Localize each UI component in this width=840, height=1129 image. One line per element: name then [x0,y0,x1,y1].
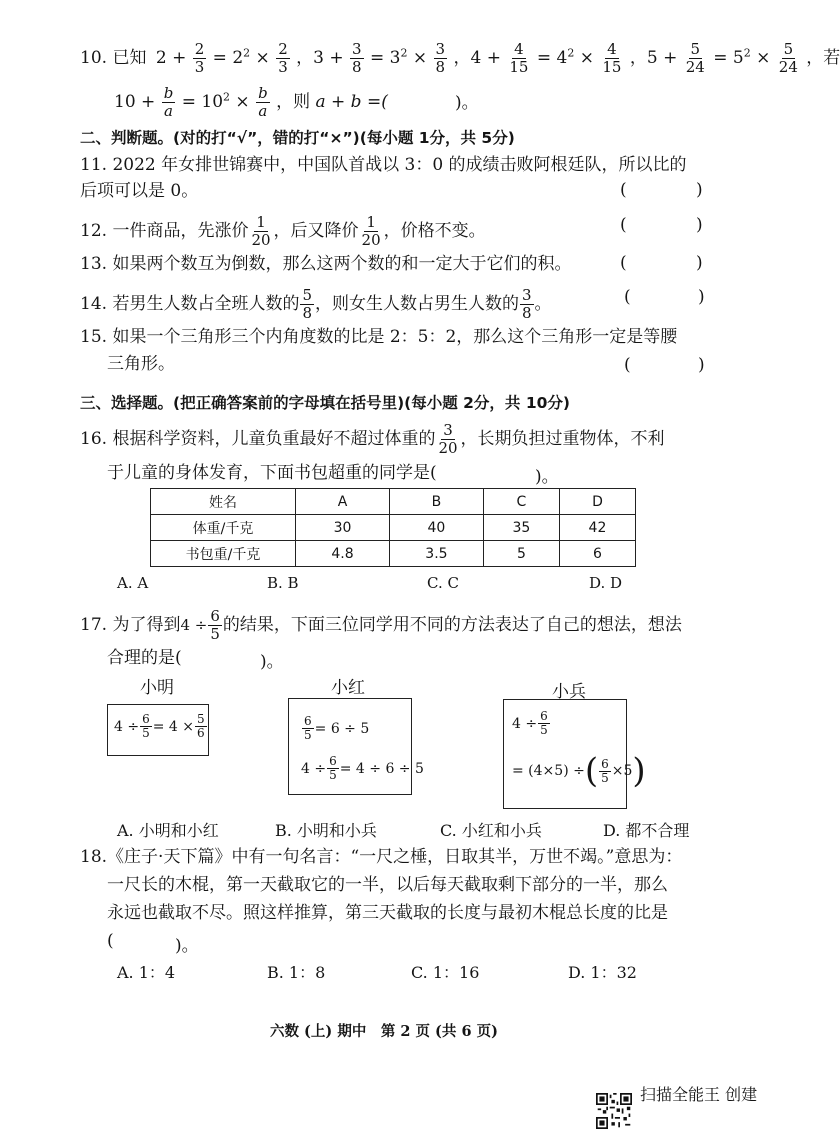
q12-answer-open[interactable]: ( [620,215,627,235]
table-cell: 30 [296,515,390,541]
table-cell: 3.5 [389,541,483,567]
xiaoming-box [107,704,209,756]
q16: 16. 根据科学资料，儿童负重最好不超过体重的 $\frac{3}{20}$ ，长期负担过重物体，不利 [80,421,665,457]
xiaobing-box [503,699,646,809]
xiaobing-line2: = (4×5) ÷ ( $\frac{6}{5}$ ×5 ) [512,751,646,791]
q10-tail: ，若 [806,48,840,68]
q18-option-b[interactable]: B. 1：8 [267,963,326,982]
table-cell: 姓名 [151,489,296,515]
q18-option-d[interactable]: D. 1：32 [568,963,637,982]
table-cell: 35 [483,515,559,541]
q10-term-3: 3 + $\frac{3}{8}$ = $3^2$ × $\frac{3}{8}$ ， [313,40,471,76]
table-cell: 42 [559,515,635,541]
watermark-text: 扫描全能王 创建 [640,1085,758,1104]
xiaobing-line1: 4 ÷ $\frac{6}{5}$ [512,709,548,737]
q10-term-5: 5 + $\frac{5}{24}$ = $5^2$ × $\frac{5}{24}$ [646,40,798,76]
student-xiaobing: 小兵 [552,682,586,702]
q17-option-b[interactable]: B. 小明和小兵 [275,821,377,840]
q13: 13. 如果两个数互为倒数，那么这两个数的和一定大于它们的积。 [80,254,572,274]
table-cell: 5 [483,541,559,567]
q13-answer-close: ) [696,253,703,273]
q10-term-4: 4 + $\frac{4}{15}$ = $4^2$ × $\frac{4}{15}$ ， [470,40,647,76]
q15-answer-open[interactable]: ( [624,355,631,375]
q16-answer-close: )。 [535,467,559,487]
q18-option-c[interactable]: C. 1：16 [411,963,480,982]
q10-line1 [80,41,840,76]
q15-answer-close: ) [698,355,705,375]
q17-option-a[interactable]: A. 小明和小红 [117,821,219,840]
xiaohong-line2: 4 ÷ $\frac{6}{5}$ = 4 ÷ 6 ÷ 5 [301,754,424,782]
q10-answer-close: )。 [455,93,479,113]
q10-line2: 10 + $\frac{b}{a}$ = $10^2$ × $\frac{b}{a}$ ，则 a + b =( [114,84,388,120]
table-cell: 4.8 [296,541,390,567]
table-cell: C [483,489,559,515]
q16-table [150,488,636,567]
q18-line2: 一尺长的木棍，第一天截取它的一半，以后每天截取剩下部分的一半，那么 [107,875,668,895]
q15: 15. 如果一个三角形三个内角度数的比是 2：5：2，那么这个三角形一定是等腰 [80,327,678,347]
q18-line3: 永远也截取不尽。照这样推算，第三天截取的长度与最初木棍总长度的比是 [107,903,668,923]
q14-answer-open[interactable]: ( [624,287,631,307]
q11-answer-close: ) [696,180,703,200]
q14: 14. 若男生人数占全班人数的 $\frac{5}{8}$ ，则女生人数占男生人数的 $\frac{3}{8}$ 。 [80,286,552,322]
q17: 17. 为了得到4 ÷ $\frac{6}{5}$ 的结果，下面三位同学用不同的方法表达了自己的想法，想法 [80,607,682,643]
q18-answer-close: )。 [175,936,199,956]
student-xiaoming: 小明 [140,678,174,698]
table-row [151,515,636,541]
table-cell: B [389,489,483,515]
table-cell: 40 [389,515,483,541]
q10-line2-base: 10 [201,92,224,112]
table-cell: D [559,489,635,515]
q10-sequence [152,40,801,76]
section2-title: 二、判断题。(对的打“√”，错的打“×”)(每小题 1分，共 5分) [80,129,515,147]
q10-term-2: 2 + $\frac{2}{3}$ = $2^2$ × $\frac{2}{3}$ ， [155,40,314,76]
q17-line2: 合理的是( [107,648,182,668]
q16-option-a[interactable]: A. A [117,574,149,592]
q18-line1: 18.《庄子·天下篇》中有一句名言：“一尺之棰，日取其半，万世不竭。”意思为： [80,847,683,867]
q17-option-c[interactable]: C. 小红和小兵 [440,821,542,840]
q18-option-a[interactable]: A. 1：4 [117,963,176,982]
xiaohong-line1: $\frac{6}{5}$ = 6 ÷ 5 [304,714,370,742]
q14-answer-close: ) [698,287,705,307]
q10-fraction-b-a-2: $\frac{b}{a}$ [258,84,268,120]
xiaoming-expression: 4 ÷ $\frac{6}{5}$ = 4 × $\frac{5}{6}$ [114,712,205,740]
page-footer: 六数 (上) 期中 第 2 页 (共 6 页) [270,1023,498,1040]
student-xiaohong: 小红 [331,678,365,698]
q12: 12. 一件商品，先涨价 $\frac{1}{20}$ ，后又降价 $\frac{1}{20}$ ，价格不变。 [80,213,486,249]
xiaohong-box [288,698,424,795]
q16-option-d[interactable]: D. D [589,574,623,592]
table-cell: 6 [559,541,635,567]
q10-line2-int: 10 [114,92,136,112]
q16-option-c[interactable]: C. C [427,574,459,592]
q15-line2: 三角形。 [107,354,175,374]
q17-option-d[interactable]: D. 都不合理 [603,821,690,840]
qr-code-icon [596,1093,632,1129]
table-cell: A [296,489,390,515]
q10-then: ，则 [276,92,311,112]
q10-intro: 已知 [112,48,147,68]
table-cell: 体重/千克 [151,515,296,541]
q10-number: 10. [80,48,108,68]
q10-ask: a + b =( [315,92,388,112]
q13-answer-open[interactable]: ( [620,253,627,273]
q17-answer-close: )。 [260,652,284,672]
table-row [151,541,636,567]
q16-line2: 于儿童的身体发育，下面书包超重的同学是( [107,463,437,483]
q11-answer-open[interactable]: ( [620,180,627,200]
section3-title: 三、选择题。(把正确答案前的字母填在括号里)(每小题 2分，共 10分) [80,394,570,412]
q10-fraction-b-a: $\frac{b}{a}$ [163,84,174,120]
q12-answer-close: ) [696,215,703,235]
table-cell: 书包重/千克 [151,541,296,567]
q11-line2: 后项可以是 0。 [80,181,199,201]
q11: 11. 2022 年女排世锦赛中，中国队首战以 3：0 的成绩击败阿根廷队，所以比的 [80,155,687,175]
table-header-row [151,489,636,515]
q18-answer-open[interactable]: ( [107,931,114,951]
q16-option-b[interactable]: B. B [267,574,299,592]
